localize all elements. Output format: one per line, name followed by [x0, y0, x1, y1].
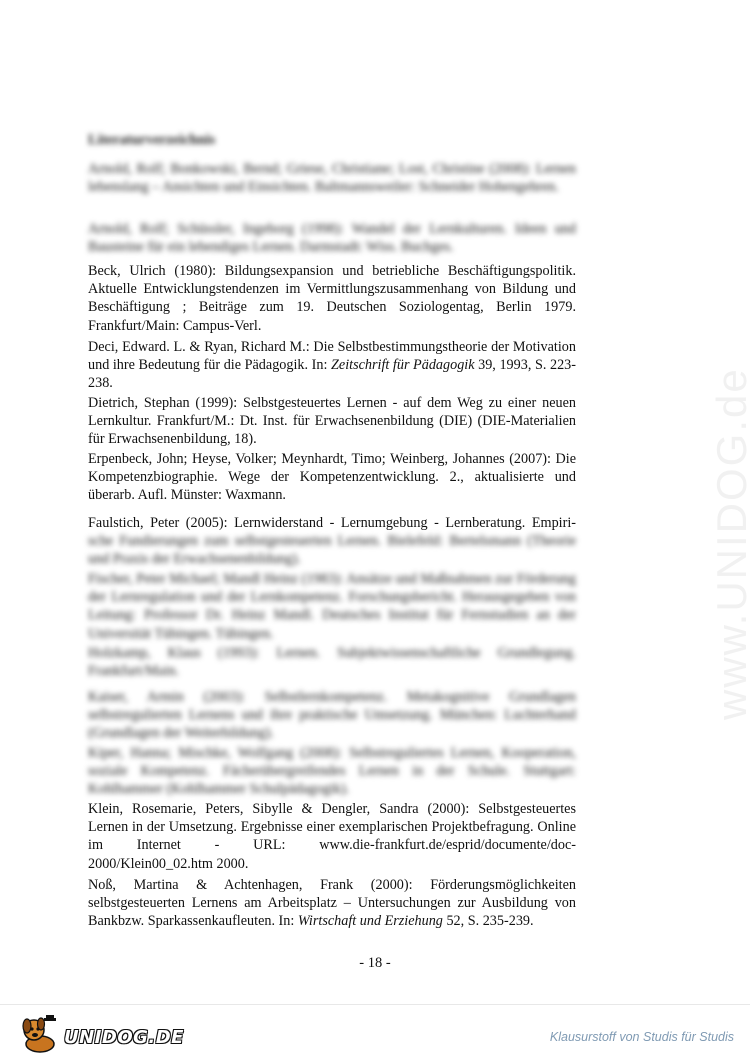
bibliography-entry: Noß, Martina & Achtenhagen, Frank (2000): Förderungsmöglichkeiten selbstgesteuerten Lernens am Arbeitsplatz – Untersuchungen zur Ausbildung von Bankbzw. Sparkassenkaufleuten. In: Wirtschaft und Erziehung 52, S. 235-239. — [88, 877, 576, 930]
bibliography-entry: Kiper, Hanna; Mischke, Wolfgang (2008): Selbstreguliertes Lernen, Kooperation, soziale Kompetenz. Fächerübergreifendes Lernen in der Schule. Stuttgart: Kohlhammer (Kohlhammer Schulpädagogik). — [88, 745, 576, 798]
page-number: - 18 - — [359, 955, 391, 971]
bibliography-entry: Faulstich, Peter (2005): Lernwiderstand - Lernumgebung - Lernberatung. Empiri- sche Fundierungen zum selbstgesteuerten Lernen. Bielefeld: Bertelsmann (Theorie und Praxis der Erwachsenenbildung). — [88, 515, 576, 568]
logo-text: UNIDOG.DE — [64, 1027, 184, 1048]
watermark: www.UNIDOG.de — [708, 367, 755, 720]
journal-title: Wirtschaft und Erziehung — [297, 913, 443, 930]
bibliography-entry: Erpenbeck, John; Heyse, Volker; Meynhardt, Timo; Weinberg, Johannes (2007): Die Kompetenzbiographie. Wege der Kompetenzentwicklung. 2., aktualisierte und überarb. Aufl. Münster: Waxmann. — [88, 451, 576, 504]
footer-tagline: Klausurstoff von Studis für Studis — [549, 1030, 734, 1044]
bibliography-entry: Dietrich, Stephan (1999): Selbstgesteuertes Lernen - auf dem Weg zu einer neuen Lernkultur. Frankfurt/M.: Dt. Inst. für Erwachsenenbildung (DIE) (DIE-Materialien für Erwachsenenbildung, 18). — [88, 395, 576, 448]
bibliography-entry: Fischer, Peter Michael; Mandl Heinz (1983): Ansätze und Maßnahmen zur Förderung der Lernregulation und der Lernkompetenz. Forschungsbericht. Herausgegeben von Leitung: Professor Dr. Heinz Mandl. Deutsches Institut für Fernstudien an der Universität Tübingen. Tübingen. — [88, 571, 576, 642]
blurred-text: sche Fundierungen zum selbstgesteuerten Lernen. Bielefeld: Bertelsmann (Theorie und Praxis der Erwachsenenbildung). — [88, 533, 576, 568]
unidog-logo[interactable] — [18, 1014, 184, 1054]
bibliography-entry: Beck, Ulrich (1980): Bildungsexpansion und betriebliche Beschäftigungspolitik. Aktuelle Entwicklungstendenzen im Vermittlungszusammenhang von Bildung und Beschäftigung ; Beiträge zum 19. Deutschen Soziologentag, Berlin 1979. Frankfurt/Main: Campus-Verl. — [88, 263, 576, 334]
bibliography-entry: Holzkamp, Klaus (1993): Lernen. Subjektwissenschaftliche Grundlegung. Frankfurt/Main. — [88, 645, 576, 680]
dog-mascot-icon — [18, 1014, 64, 1054]
bibliography-entry: Kaiser, Armin (2003): Selbstlernkompetenz. Metakognitive Grundlagen selbstregulierten Lernens und ihre praktische Umsetzung. München: Luchterhand (Grundlagen der Weiterbildung). — [88, 689, 576, 742]
bibliography-entry: Klein, Rosemarie, Peters, Sibylle & Dengler, Sandra (2000): Selbstgesteuertes Lernen in der Umsetzung. Ergebnisse einer exemplarischen Projektbefragung. Online im Internet - URL: www.die-frankfurt.de/esprid/documente/doc-2000/Klein00_02.htm 2000. — [88, 801, 576, 872]
bibliography-entry: Arnold, Rolf; Bonkowski, Bernd; Griese, Christiane; Lost, Christine (2008): Lernen lebenslang – Ansichten und Einsichten. Baltmannsweiler: Schneider Hohengehren. — [88, 161, 576, 196]
footer-divider — [0, 1004, 750, 1005]
bibliography-entry: Deci, Edward. L. & Ryan, Richard M.: Die Selbstbestimmungstheorie der Motivation und ihre Bedeutung für die Pädagogik. In: Zeitschrift für Pädagogik 39, 1993, S. 223-238. — [88, 339, 576, 392]
bibliography-entry: Arnold, Rolf; Schüssler, Ingeborg (1998): Wandel der Lernkulturen. Ideen und Bausteine für ein lebendiges Lernen. Darmstadt: Wiss. Buchges. — [88, 221, 576, 256]
page-title: Literaturverzeichnis — [88, 132, 216, 148]
journal-title: Zeitschrift für Pädagogik — [331, 357, 475, 374]
